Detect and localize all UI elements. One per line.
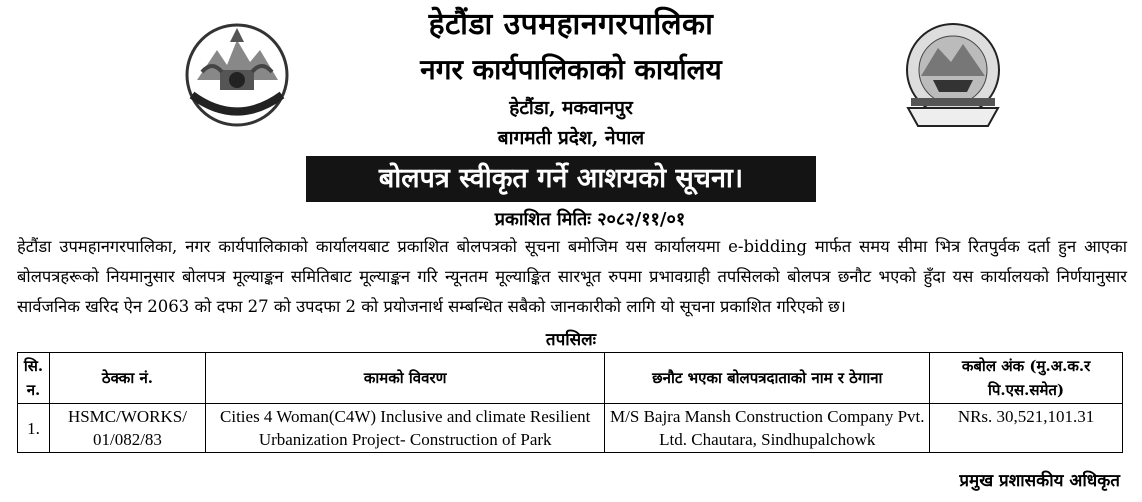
header-bidder: छनौट भएका बोलपत्रदाताको नाम र ठेगाना [605,353,930,404]
cell-contract-no: HSMC/WORKS/ 01/082/83 [49,404,205,453]
cell-serial: 1. [18,404,50,453]
details-label: तपसिलः [545,330,597,350]
header-serial: सि. न. [18,353,50,404]
cell-bidder: M/S Bajra Mansh Construction Company Pvt. Ltd. Chautara, Sindhupalchowk [605,404,930,453]
office-province: बागमती प्रदेश, नेपाल [497,127,645,149]
cell-description: Cities 4 Woman(C4W) Inclusive and climate Resilient Urbanization Project- Construction of Park [205,404,605,453]
signature-label: प्रमुख प्रशासकीय अधिकृत [959,471,1120,491]
award-table [17,352,1123,453]
office-location: हेटौंडा, मकवानपुर [509,97,633,119]
publication-date: प्रकाशित मितिः २०८२/११/०१ [494,209,686,230]
office-name-title: हेटौंडा उपमहानगरपालिका [428,7,714,42]
cell-amount: NRs. 30,521,101.31 [930,404,1123,453]
table-header-row [18,353,1123,404]
office-subtitle: नगर कार्यपालिकाको कार्यालय [420,53,722,86]
header-amount: कबोल अंक (मु.अ.क.र पि.एस.समेत) [930,353,1123,404]
notice-body-text: हेटौंडा उपमहानगरपालिका, नगर कार्यपालिकाको कार्यालयबाट प्रकाशित बोलपत्रको सूचना बमोजिम यस कार्यालयमा e-bidding मार्फत समय सीमा भित्र रितपुर्वक दर्ता हुन आएका बोलपत्रहरूको नियमानुसार बोलपत्र मूल्याङ्कन समितिबाट मूल्याङ्कन गरि न्यूनतम मूल्याङ्कित सारभूत रुपमा प्रभावग्राही तपसिलको बोलपत्र छनौट भएको हुँदा यस कार्यालयको निर्णयानुसार सार्वजनिक खरिद ऐन 2063 को दफा 27 को उपदफा 2 को प्रयोजनार्थ सम्बन्धित सबैको जानकारीको लागि यो सूचना प्रकाशित गरिएको छ। [17,237,1127,316]
header-contract-no: ठेक्का नं. [49,353,205,404]
notice-title-banner: बोलपत्र स्वीकृत गर्ने आशयको सूचना। [306,156,816,202]
header-description: कामको विवरण [205,353,605,404]
table-row [18,404,1123,453]
